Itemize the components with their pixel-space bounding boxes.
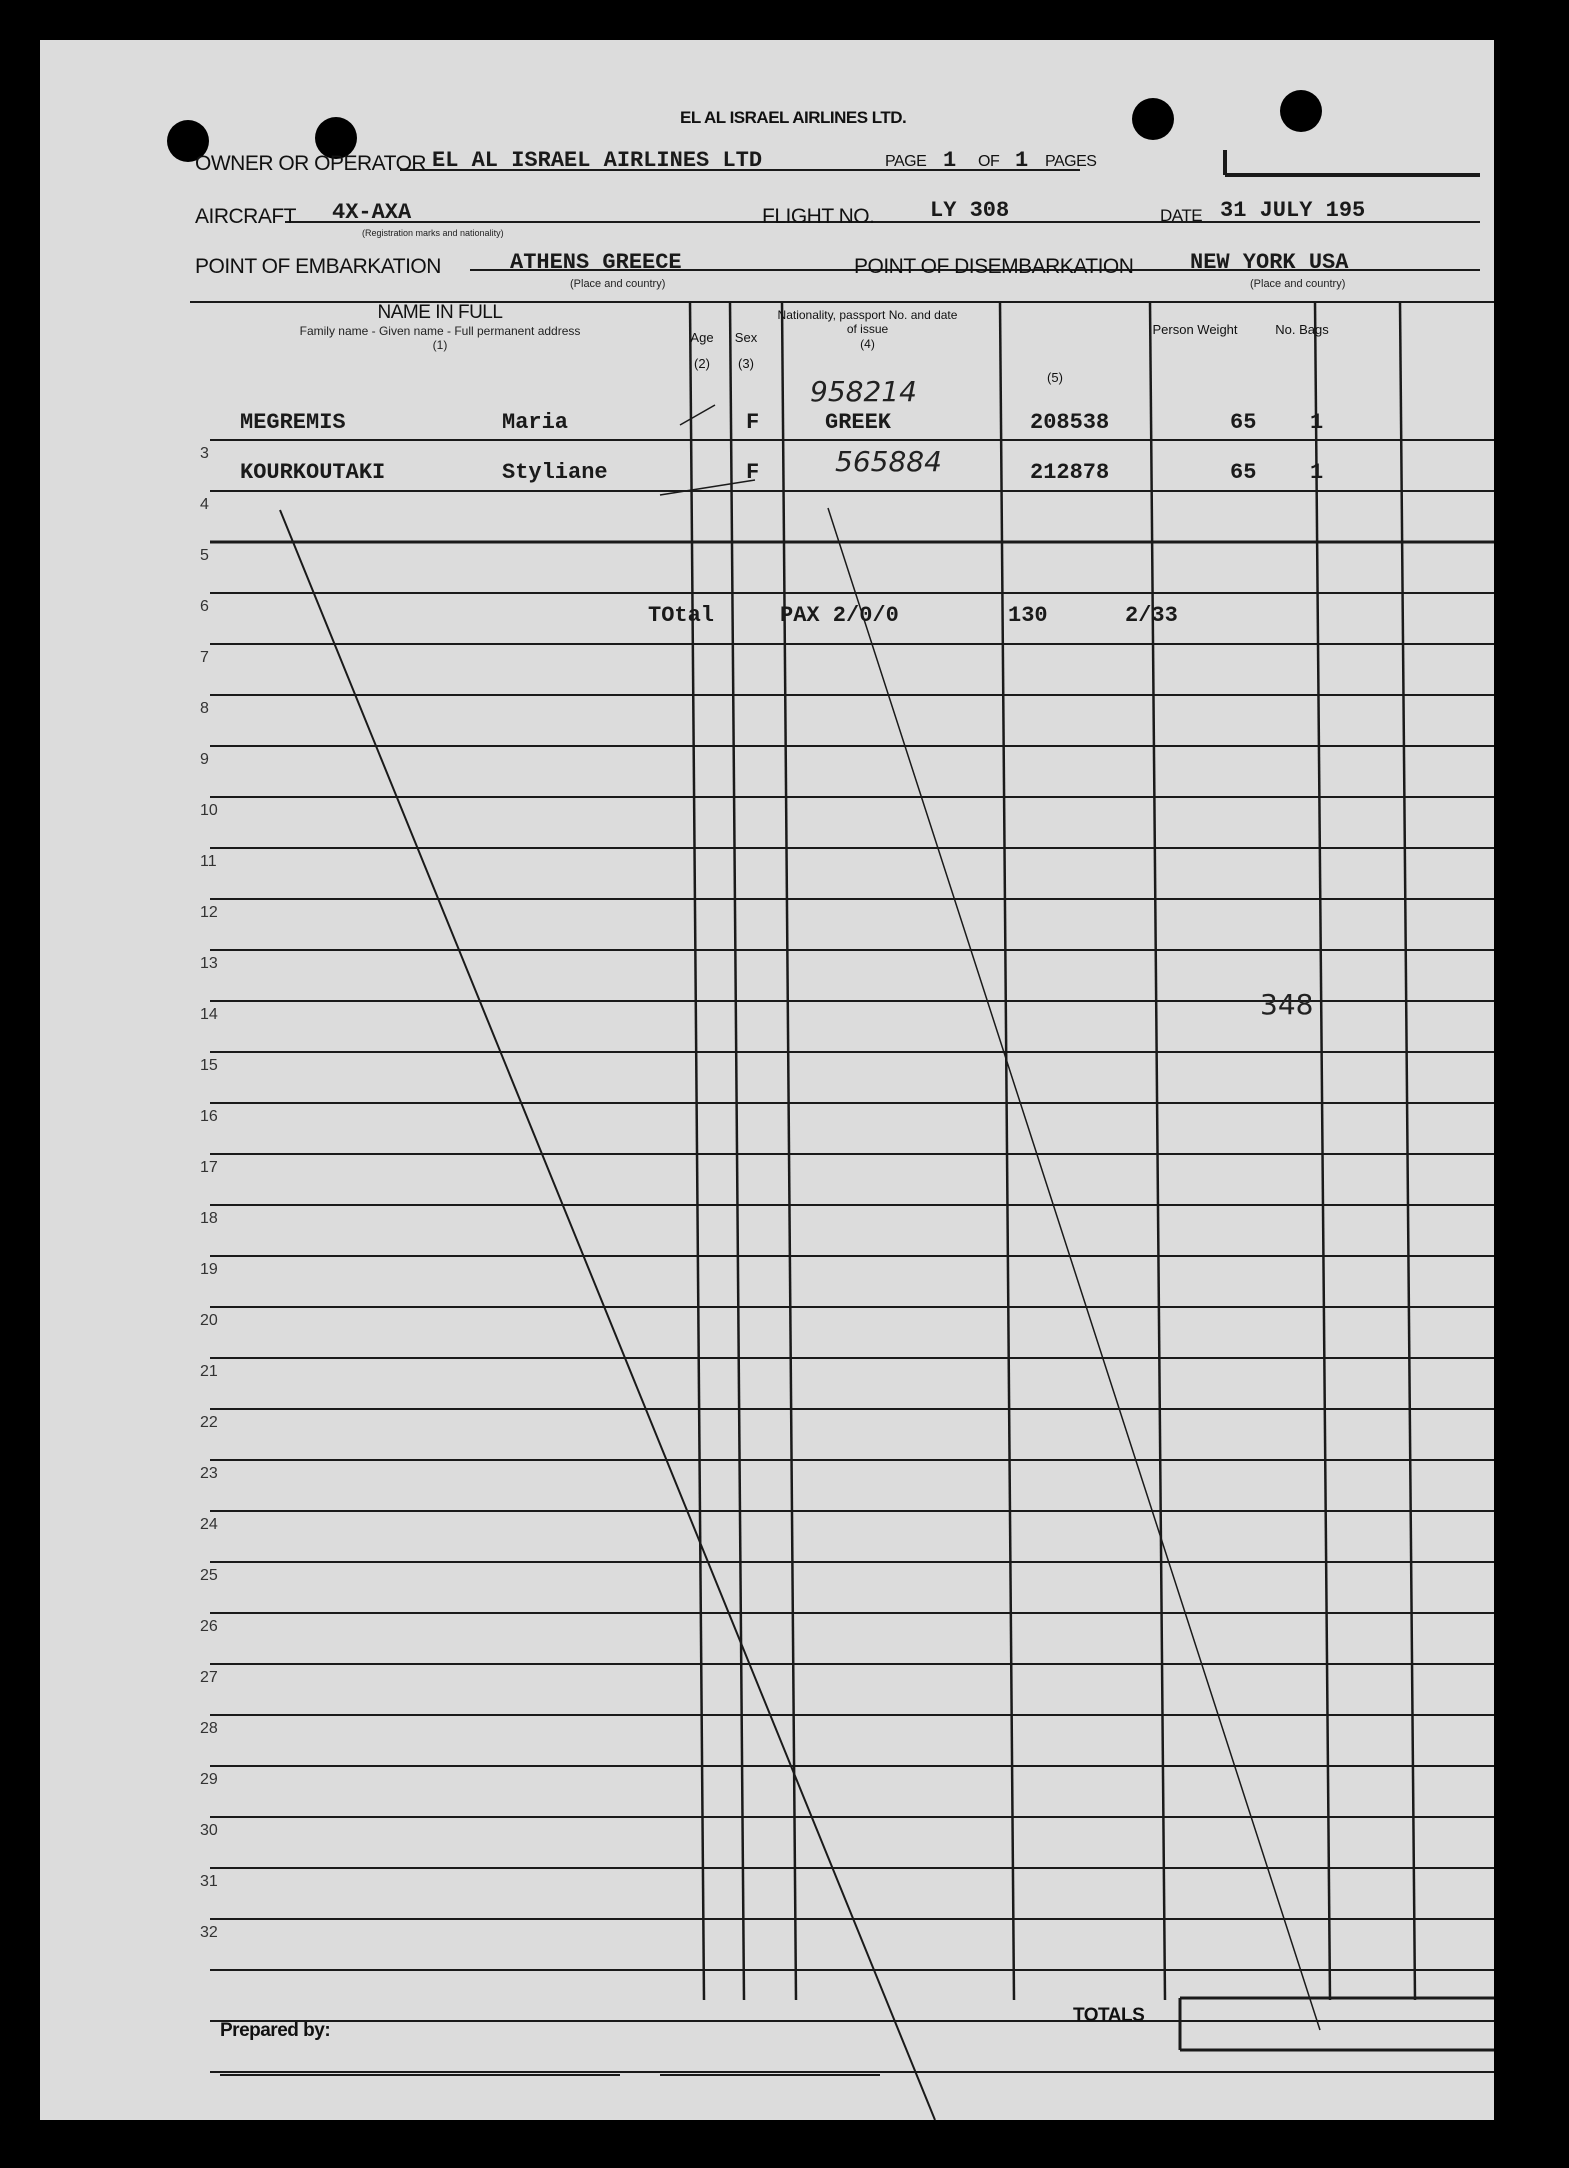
total-pax: PAX 2/0/0 — [780, 603, 899, 628]
page-value: 1 — [943, 148, 957, 173]
col-name-header — [205, 302, 675, 352]
col-name-num: (1) — [432, 338, 448, 352]
flight-label: FLIGHT NO. — [762, 205, 875, 228]
col-nat-title: Nationality, passport No. and date of issue — [777, 308, 958, 337]
passenger-1-passport-hand: 958214 — [810, 375, 917, 408]
col-5-num: (5) — [1047, 370, 1063, 385]
total-weight: 130 — [1008, 603, 1048, 628]
embark-sub: (Place and country) — [570, 278, 666, 290]
disembark-sub: (Place and country) — [1250, 278, 1346, 290]
row-number: 20 — [200, 1312, 218, 1329]
row-number: 7 — [200, 649, 209, 666]
punch-hole — [1132, 98, 1174, 140]
row-number: 23 — [200, 1465, 218, 1482]
disembark-value: NEW YORK USA — [1190, 250, 1349, 275]
row-number: 16 — [200, 1108, 218, 1125]
row-number: 26 — [200, 1618, 218, 1635]
cancel-stroke — [828, 508, 1320, 2030]
totals-label: TOTALS — [1073, 2005, 1145, 2026]
row-number: 27 — [200, 1669, 218, 1686]
of-label: OF — [978, 153, 1000, 170]
row-number: 19 — [200, 1261, 218, 1278]
col-name-title: NAME IN FULL — [377, 302, 503, 323]
row-number: 21 — [200, 1363, 218, 1380]
aircraft-label: AIRCRAFT — [195, 205, 296, 228]
owner-label: OWNER OR OPERATOR — [195, 152, 427, 175]
passenger-2-sex: F — [746, 460, 760, 485]
row-number: 31 — [200, 1873, 218, 1890]
row-number: 17 — [200, 1159, 218, 1176]
passenger-1-bags: 1 — [1310, 410, 1324, 435]
flight-value: LY 308 — [930, 198, 1010, 223]
row-number: 25 — [200, 1567, 218, 1584]
passenger-2-family: KOURKOUTAKI — [240, 460, 386, 485]
table-column-line — [1400, 302, 1415, 2000]
of-value: 1 — [1015, 148, 1029, 173]
check-mark — [680, 405, 715, 425]
passenger-2-ticket: 212878 — [1030, 460, 1110, 485]
row-number: 32 — [200, 1924, 218, 1941]
row-number: 22 — [200, 1414, 218, 1431]
cancel-stroke — [280, 510, 935, 2120]
total-bags: 2/33 — [1125, 603, 1178, 628]
pages-label: PAGES — [1045, 153, 1097, 170]
row-number: 6 — [200, 598, 209, 615]
disembark-label: POINT OF DISEMBARKATION — [854, 255, 1134, 278]
row-number: 10 — [200, 802, 218, 819]
col-age-num: (2) — [694, 355, 710, 371]
col-bags-header: No. Bags — [1275, 322, 1329, 337]
passenger-1-ticket: 208538 — [1030, 410, 1110, 435]
company-name: EL AL ISRAEL AIRLINES LTD. — [680, 108, 907, 127]
col-nat-header — [775, 308, 960, 351]
row-number: 28 — [200, 1720, 218, 1737]
row-number: 29 — [200, 1771, 218, 1788]
aircraft-sub: (Registration marks and nationality) — [362, 228, 504, 238]
row-number: 4 — [200, 496, 209, 513]
row-number: 24 — [200, 1516, 218, 1533]
passenger-1-weight: 65 — [1230, 410, 1257, 435]
row-number: 9 — [200, 751, 209, 768]
table-column-line — [782, 302, 796, 2000]
date-value: 31 JULY 195 — [1220, 198, 1366, 223]
ruled-lines — [40, 40, 1494, 2120]
row-number: 8 — [200, 700, 209, 717]
check-mark — [660, 480, 755, 495]
row-number: 14 — [200, 1006, 218, 1023]
table-column-line — [730, 302, 744, 2000]
col-age-title: Age — [690, 330, 714, 345]
table-column-line — [1315, 302, 1330, 2000]
manifest-sheet — [40, 40, 1494, 2120]
page-label: PAGE — [885, 153, 927, 170]
punch-hole — [1280, 90, 1322, 132]
table-column-line — [1000, 302, 1014, 2000]
handwritten-annotation: 348 — [1260, 988, 1314, 1021]
passenger-1-family: MEGREMIS — [240, 410, 346, 435]
row-number: 18 — [200, 1210, 218, 1227]
passenger-2-passport-hand: 565884 — [835, 445, 942, 478]
row-number: 12 — [200, 904, 218, 921]
row-number: 5 — [200, 547, 209, 564]
col-sex-title: Sex — [734, 330, 758, 345]
col-age-header — [682, 330, 722, 371]
owner-value: EL AL ISRAEL AIRLINES LTD — [432, 148, 763, 173]
embark-label: POINT OF EMBARKATION — [195, 255, 441, 278]
table-column-line — [1150, 302, 1165, 2000]
col-sex-header — [728, 330, 764, 371]
col-sex-num: (3) — [738, 355, 754, 371]
date-label: DATE — [1160, 206, 1203, 225]
col-nat-num: (4) — [860, 336, 875, 351]
passenger-2-bags: 1 — [1310, 460, 1324, 485]
aircraft-value: 4X-AXA — [332, 200, 412, 225]
passenger-1-nationality: GREEK — [825, 410, 892, 435]
embark-value: ATHENS GREECE — [510, 250, 682, 275]
table-column-line — [690, 302, 704, 2000]
row-number: 15 — [200, 1057, 218, 1074]
row-number: 30 — [200, 1822, 218, 1839]
passenger-1-sex: F — [746, 410, 760, 435]
row-number: 3 — [200, 445, 209, 462]
row-number: 13 — [200, 955, 218, 972]
col-name-sub: Family name - Given name - Full permanent address — [299, 324, 581, 338]
total-label: TOtal — [648, 603, 715, 628]
col-weight-header: Person Weight — [1152, 322, 1238, 337]
passenger-2-given: Styliane — [502, 460, 608, 485]
passenger-1-given: Maria — [502, 410, 569, 435]
prepared-by-label: Prepared by: — [220, 2020, 331, 2041]
passenger-2-weight: 65 — [1230, 460, 1257, 485]
row-number: 11 — [200, 853, 217, 870]
